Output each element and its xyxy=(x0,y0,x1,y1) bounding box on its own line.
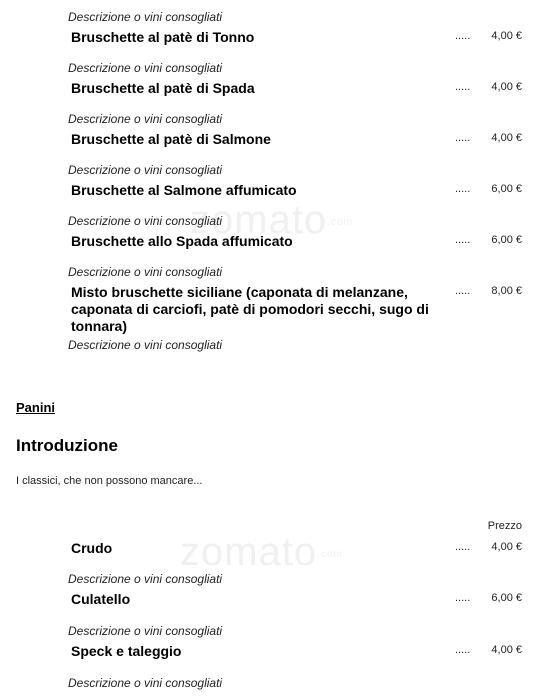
menu-item-name: Bruschette al patè di Spada xyxy=(71,80,255,96)
menu-item-price: 6,00 € xyxy=(491,234,522,246)
zomato-watermark: zomato.com xyxy=(190,198,353,242)
menu-item-name: Crudo xyxy=(71,540,113,556)
menu-item-name: Speck e taleggio xyxy=(71,643,182,659)
dot-leader: ..... xyxy=(455,132,471,144)
menu-item-price: 4,00 € xyxy=(491,644,522,656)
menu-item-price: 6,00 € xyxy=(491,183,522,195)
menu-item-price: 8,00 € xyxy=(491,285,522,297)
dot-leader: ..... xyxy=(455,81,471,93)
section-link-panini[interactable]: Panini xyxy=(16,400,56,415)
dot-leader: ..... xyxy=(455,183,471,195)
menu-item-price: 6,00 € xyxy=(491,592,522,604)
menu-item-name: Misto bruschette siciliane (caponata di melanzane, caponata di carciofi, patè di pomodori secchi, sugo di tonnara) xyxy=(71,284,429,334)
item-description: Descrizione o vini consogliati xyxy=(68,624,223,638)
menu-item-price: 4,00 € xyxy=(491,30,522,42)
zomato-watermark: zomato.com xyxy=(180,530,343,574)
dot-leader: ..... xyxy=(455,30,471,42)
item-description: Descrizione o vini consogliati xyxy=(68,112,223,126)
dot-leader: ..... xyxy=(455,285,471,297)
menu-item-name: Culatello xyxy=(71,591,131,607)
item-description: Descrizione o vini consogliati xyxy=(68,61,223,75)
item-description: Descrizione o vini consogliati xyxy=(68,10,223,24)
item-description: Descrizione o vini consogliati xyxy=(68,265,223,279)
menu-item-name: Bruschette al patè di Tonno xyxy=(71,29,255,45)
dot-leader: ..... xyxy=(455,541,471,553)
dot-leader: ..... xyxy=(455,644,471,656)
menu-item-price: 4,00 € xyxy=(491,81,522,93)
dot-leader: ..... xyxy=(455,592,471,604)
menu-item-name: Bruschette allo Spada affumicato xyxy=(71,233,293,249)
item-description: Descrizione o vini consogliati xyxy=(68,214,223,228)
item-description: Descrizione o vini consogliati xyxy=(68,338,223,352)
menu-item-price: 4,00 € xyxy=(491,132,522,144)
menu-item-name: Bruschette al Salmone affumicato xyxy=(71,182,297,198)
dot-leader: ..... xyxy=(455,234,471,246)
section-heading: Introduzione xyxy=(16,436,118,455)
item-description: Descrizione o vini consogliati xyxy=(68,572,223,586)
price-column-header: Prezzo xyxy=(487,520,522,532)
item-description: Descrizione o vini consogliati xyxy=(68,676,223,690)
item-description: Descrizione o vini consogliati xyxy=(68,163,223,177)
section-intro: I classici, che non possono mancare... xyxy=(16,475,203,487)
menu-item-name: Bruschette al patè di Salmone xyxy=(71,131,271,147)
menu-item-price: 4,00 € xyxy=(491,541,522,553)
